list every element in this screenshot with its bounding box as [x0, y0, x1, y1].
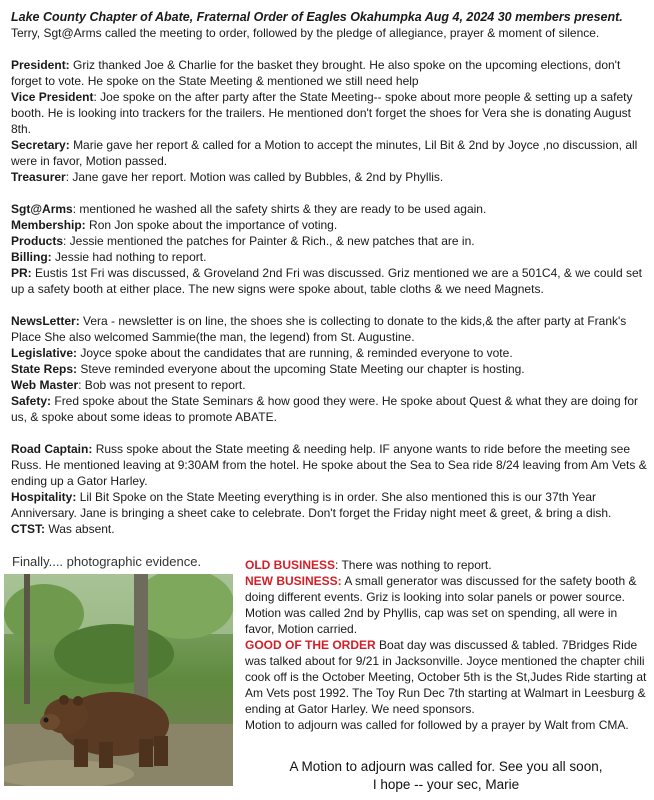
closing-note: [245, 758, 647, 794]
report-secretary: Secretary: Marie gave her report & called for a Motion to accept the minutes, Lil Bit & 2nd by Joyce ,no discussion, all were in favor, Motion passed.: [11, 138, 638, 168]
closing-line-1: A Motion to adjourn was called for. See you all soon,: [289, 759, 603, 774]
report-sgt-arms: Sgt@Arms: mentioned he washed all the safety shirts & they are ready to be used again.: [11, 202, 487, 216]
report-billing: Billing: Jessie had nothing to report.: [11, 250, 207, 264]
report-products: Products: Jessie mentioned the patches for Painter & Rich., & new patches that are in.: [11, 234, 475, 248]
report-road-captain: Road Captain: Russ spoke about the State meeting & needing help. IF anyone wants to ride before the meeting see Russ. He mentioned leaving at 9:30AM from the hotel. He spoke about the Sea to Sea ride 8/24 leaving from Am Vets & ending up a Gator Harley.: [11, 442, 647, 488]
closing-line-2: I hope -- your sec, Marie: [372, 777, 520, 792]
bear-photo: [4, 574, 233, 786]
report-legislative: Legislative: Joyce spoke about the candidates that are running, & reminded everyone to vote.: [11, 346, 513, 360]
report-vice-president: Vice President: Joe spoke on the after party after the State Meeting-- spoke about more people & setting up a safety booth. He is looking into trackers for the trailers. He mentioned don't forget the shoes for Vera she is donating August 8th.: [11, 90, 633, 136]
report-safety: Safety: Fred spoke about the State Seminars & how good they were. He spoke about Quest & what they are doing for us, & spoke about some ideas to promote ABATE.: [11, 394, 639, 424]
page-title: Lake County Chapter of Abate, Fraternal Order of Eagles Okahumpka Aug 4, 2024 30 members present.: [11, 10, 623, 24]
old-business: OLD BUSINESS: There was nothing to report.: [245, 558, 492, 572]
report-membership: Membership: Ron Jon spoke about the importance of voting.: [11, 218, 338, 232]
business-section: [245, 557, 647, 733]
photo-caption: Finally.... photographic evidence.: [12, 554, 202, 569]
report-president: President: Griz thanked Joe & Charlie for the basket they brought. He also spoke on the upcoming elections, don't forget to vote. He spoke on the State Meeting & mentioned we still need help: [11, 58, 621, 88]
minutes-body: [11, 9, 647, 537]
report-treasurer: Treasurer: Jane gave her report. Motion was called by Bubbles, & 2nd by Phyllis.: [11, 170, 444, 184]
report-pr: PR: Eustis 1st Fri was discussed, & Groveland 2nd Fri was discussed. Griz mentioned we are a 501C4, & we could set up a safety booth at either place. The new signs were spoke about, table cloths & we need Magnets.: [11, 266, 642, 296]
new-business: NEW BUSINESS: A small generator was discussed for the safety booth & doing different events. Griz is looking into solar panels or power source. Motion was called 2nd by Phyllis, cap was set on spending, all were in favor, Motion carried.: [245, 574, 637, 636]
report-hospitality: Hospitality: Lil Bit Spoke on the State Meeting everything is in order. She also mentioned this is our 37th Year Anniversary. Jane is bringing a sheet cake to celebrate. Don't forget the Friday night meet & greet, & bring a dish.: [11, 490, 612, 520]
report-ctst: CTST: Was absent.: [11, 522, 115, 536]
report-web-master: Web Master: Bob was not present to report.: [11, 378, 246, 392]
report-state-reps: State Reps: Steve reminded everyone about the upcoming State Meeting our chapter is hosting.: [11, 362, 525, 376]
report-newsletter: NewsLetter: Vera - newsletter is on line, the shoes she is collecting to donate to the kids,& the after party at Frank's Place She also welcomed Sammie(the man, the legend) from St. Augustine.: [11, 314, 627, 344]
good-of-order: GOOD OF THE ORDER Boat day was discussed & tabled. 7Bridges Ride was talked about for 9/21 in Jacksonville. Joyce mentioned the chapter chili cook off is the October Meeting, October 5th is the St,Judes Ride starting at Am Vets post 1992. The Toy Run Dec 7th starting at Walmart in Leesburg & ending at Gator Harley. We need sponsors.: [245, 638, 647, 716]
adjourn-note: Motion to adjourn was called for followed by a prayer by Walt from CMA.: [245, 718, 629, 732]
intro-text: Terry, Sgt@Arms called the meeting to order, followed by the pledge of allegiance, prayer & moment of silence.: [11, 26, 600, 40]
